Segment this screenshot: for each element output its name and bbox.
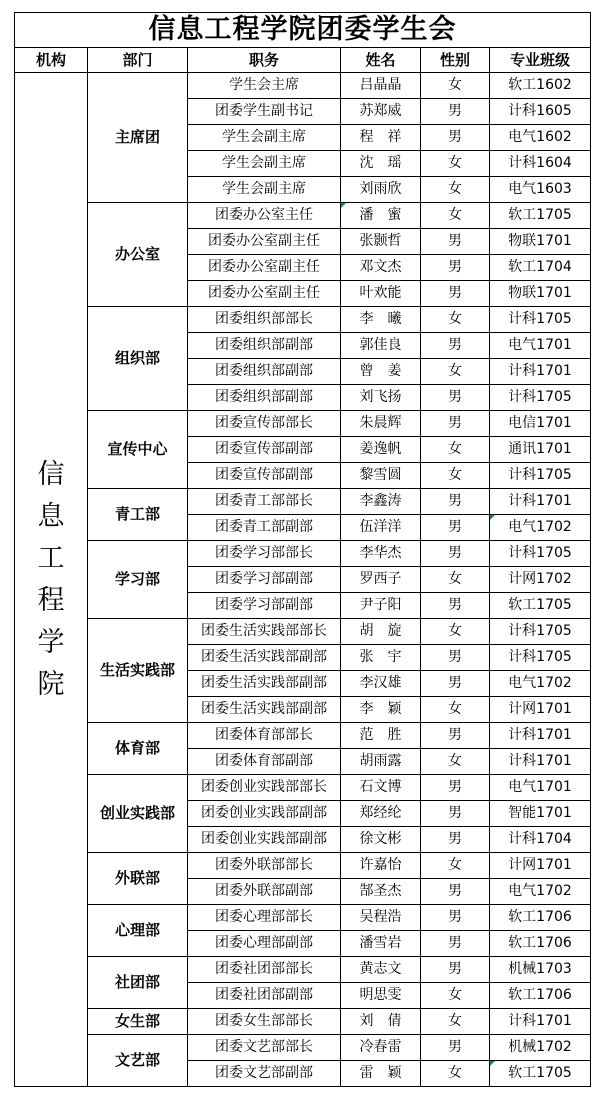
class-cell[interactable]: 电气1702 bbox=[490, 879, 591, 905]
class-cell[interactable]: 软工1602 bbox=[490, 73, 591, 99]
position-cell[interactable]: 团委学习部部长 bbox=[188, 541, 341, 567]
position-cell[interactable]: 团委组织部副部 bbox=[188, 385, 341, 411]
class-cell[interactable]: 智能1701 bbox=[490, 801, 591, 827]
table-row bbox=[15, 905, 591, 931]
gender-cell[interactable]: 男 bbox=[421, 801, 490, 827]
position-cell[interactable]: 团委文艺部部长 bbox=[188, 1035, 341, 1061]
gender-cell[interactable]: 男 bbox=[421, 333, 490, 359]
gender-cell[interactable]: 女 bbox=[421, 437, 490, 463]
position-cell[interactable]: 团委学习部副部 bbox=[188, 593, 341, 619]
header-position[interactable]: 职务 bbox=[188, 48, 341, 73]
position-cell[interactable]: 团委心理部副部 bbox=[188, 931, 341, 957]
gender-cell[interactable]: 男 bbox=[421, 411, 490, 437]
gender-cell[interactable]: 女 bbox=[421, 749, 490, 775]
gender-cell[interactable]: 男 bbox=[421, 879, 490, 905]
department-cell[interactable]: 办公室 bbox=[88, 203, 188, 307]
position-cell[interactable]: 团委生活实践部副部 bbox=[188, 697, 341, 723]
position-cell[interactable]: 团委生活实践部部长 bbox=[188, 619, 341, 645]
position-cell[interactable]: 团委社团部部长 bbox=[188, 957, 341, 983]
class-cell[interactable]: 机械1702 bbox=[490, 1035, 591, 1061]
header-gender[interactable]: 性别 bbox=[421, 48, 490, 73]
position-cell[interactable]: 团委组织部副部 bbox=[188, 359, 341, 385]
class-cell[interactable]: 计科1701 bbox=[490, 749, 591, 775]
table-row bbox=[15, 1035, 591, 1061]
class-cell[interactable]: 物联1701 bbox=[490, 229, 591, 255]
class-cell[interactable]: 电信1701 bbox=[490, 411, 591, 437]
class-cell[interactable]: 机械1703 bbox=[490, 957, 591, 983]
position-cell[interactable]: 团委学生副书记 bbox=[188, 99, 341, 125]
gender-cell[interactable]: 男 bbox=[421, 671, 490, 697]
position-cell[interactable]: 学生会副主席 bbox=[188, 151, 341, 177]
name-cell[interactable]: 李鑫涛 bbox=[341, 489, 421, 515]
gender-cell[interactable]: 男 bbox=[421, 905, 490, 931]
table-row bbox=[15, 957, 591, 983]
position-cell[interactable]: 团委文艺部副部 bbox=[188, 1061, 341, 1087]
gender-cell[interactable]: 男 bbox=[421, 385, 490, 411]
class-cell[interactable]: 计科1701 bbox=[490, 723, 591, 749]
department-cell[interactable]: 外联部 bbox=[88, 853, 188, 905]
class-cell[interactable]: 计网1702 bbox=[490, 567, 591, 593]
gender-cell[interactable]: 男 bbox=[421, 1035, 490, 1061]
name-cell[interactable]: 张 宇 bbox=[341, 645, 421, 671]
name-cell[interactable]: 徐文彬 bbox=[341, 827, 421, 853]
position-cell[interactable]: 团委青工部部长 bbox=[188, 489, 341, 515]
name-cell[interactable]: 尹子阳 bbox=[341, 593, 421, 619]
table-row bbox=[15, 203, 591, 229]
gender-cell[interactable]: 男 bbox=[421, 229, 490, 255]
gender-cell[interactable]: 女 bbox=[421, 853, 490, 879]
position-cell[interactable]: 团委生活实践部副部 bbox=[188, 671, 341, 697]
gender-cell[interactable]: 女 bbox=[421, 73, 490, 99]
gender-cell[interactable]: 男 bbox=[421, 827, 490, 853]
department-cell[interactable]: 组织部 bbox=[88, 307, 188, 411]
position-cell[interactable]: 团委青工部副部 bbox=[188, 515, 341, 541]
table-row bbox=[15, 775, 591, 801]
class-cell[interactable]: 计网1701 bbox=[490, 697, 591, 723]
class-cell[interactable]: 计科1705 bbox=[490, 385, 591, 411]
department-cell[interactable]: 宣传中心 bbox=[88, 411, 188, 489]
class-cell[interactable]: 电气1602 bbox=[490, 125, 591, 151]
name-cell[interactable]: 胡 旋 bbox=[341, 619, 421, 645]
gender-cell[interactable]: 女 bbox=[421, 359, 490, 385]
position-cell[interactable]: 学生会副主席 bbox=[188, 125, 341, 151]
table-row bbox=[15, 489, 591, 515]
position-cell[interactable]: 团委学习部副部 bbox=[188, 567, 341, 593]
gender-cell[interactable]: 男 bbox=[421, 645, 490, 671]
header-institution[interactable]: 机构 bbox=[15, 48, 88, 73]
class-cell[interactable]: 软工1706 bbox=[490, 983, 591, 1009]
name-cell[interactable]: 刘飞扬 bbox=[341, 385, 421, 411]
name-cell[interactable]: 吴程浩 bbox=[341, 905, 421, 931]
position-cell[interactable]: 团委女生部部长 bbox=[188, 1009, 341, 1035]
name-cell[interactable]: 李 曦 bbox=[341, 307, 421, 333]
class-cell[interactable]: 电气1701 bbox=[490, 775, 591, 801]
table-row bbox=[15, 1009, 591, 1035]
department-cell[interactable]: 青工部 bbox=[88, 489, 188, 541]
gender-cell[interactable]: 女 bbox=[421, 619, 490, 645]
table-row bbox=[15, 853, 591, 879]
department-cell[interactable]: 主席团 bbox=[88, 73, 188, 203]
position-cell[interactable]: 团委体育部部长 bbox=[188, 723, 341, 749]
department-cell[interactable]: 社团部 bbox=[88, 957, 188, 1009]
position-cell[interactable]: 学生会主席 bbox=[188, 73, 341, 99]
table-row bbox=[15, 723, 591, 749]
header-department[interactable]: 部门 bbox=[88, 48, 188, 73]
position-cell[interactable]: 团委宣传部副部 bbox=[188, 437, 341, 463]
department-cell[interactable]: 生活实践部 bbox=[88, 619, 188, 723]
name-cell[interactable]: 叶欢能 bbox=[341, 281, 421, 307]
name-cell[interactable]: 潘 蜜 bbox=[341, 203, 421, 229]
class-cell[interactable]: 计科1701 bbox=[490, 489, 591, 515]
header-name[interactable]: 姓名 bbox=[341, 48, 421, 73]
gender-cell[interactable]: 男 bbox=[421, 541, 490, 567]
gender-cell[interactable]: 女 bbox=[421, 567, 490, 593]
class-cell[interactable]: 软工1705 bbox=[490, 203, 591, 229]
name-cell[interactable]: 黄志文 bbox=[341, 957, 421, 983]
department-cell[interactable]: 心理部 bbox=[88, 905, 188, 957]
position-cell[interactable]: 团委组织部部长 bbox=[188, 307, 341, 333]
class-cell[interactable]: 计科1701 bbox=[490, 1009, 591, 1035]
name-cell[interactable]: 李汉雄 bbox=[341, 671, 421, 697]
class-cell[interactable]: 计科1704 bbox=[490, 827, 591, 853]
position-cell[interactable]: 团委宣传部副部 bbox=[188, 463, 341, 489]
class-cell[interactable]: 计科1701 bbox=[490, 359, 591, 385]
gender-cell[interactable]: 男 bbox=[421, 775, 490, 801]
class-cell[interactable]: 软工1706 bbox=[490, 931, 591, 957]
name-cell[interactable]: 朱晨辉 bbox=[341, 411, 421, 437]
gender-cell[interactable]: 女 bbox=[421, 983, 490, 1009]
name-cell[interactable]: 刘雨欣 bbox=[341, 177, 421, 203]
class-cell[interactable]: 软工1705 bbox=[490, 593, 591, 619]
gender-cell[interactable]: 男 bbox=[421, 125, 490, 151]
name-cell[interactable]: 黎雪圆 bbox=[341, 463, 421, 489]
table-row bbox=[15, 307, 591, 333]
department-cell[interactable]: 体育部 bbox=[88, 723, 188, 775]
gender-cell[interactable]: 男 bbox=[421, 489, 490, 515]
name-cell[interactable]: 明思雯 bbox=[341, 983, 421, 1009]
name-cell[interactable]: 苏郑威 bbox=[341, 99, 421, 125]
department-cell[interactable]: 文艺部 bbox=[88, 1035, 188, 1087]
name-cell[interactable]: 沈 瑶 bbox=[341, 151, 421, 177]
position-cell[interactable]: 团委社团部副部 bbox=[188, 983, 341, 1009]
institution-label: 信息工程学院 bbox=[37, 458, 65, 700]
gender-cell[interactable]: 男 bbox=[421, 281, 490, 307]
gender-cell[interactable]: 女 bbox=[421, 307, 490, 333]
department-cell[interactable]: 学习部 bbox=[88, 541, 188, 619]
gender-cell[interactable]: 女 bbox=[421, 177, 490, 203]
position-cell[interactable]: 团委外联部部长 bbox=[188, 853, 341, 879]
name-cell[interactable]: 程 祥 bbox=[341, 125, 421, 151]
gender-cell[interactable]: 男 bbox=[421, 255, 490, 281]
class-cell[interactable]: 通讯1701 bbox=[490, 437, 591, 463]
name-cell[interactable]: 邓文杰 bbox=[341, 255, 421, 281]
gender-cell[interactable]: 男 bbox=[421, 99, 490, 125]
institution-cell[interactable] bbox=[15, 73, 88, 1087]
class-cell[interactable]: 软工1704 bbox=[490, 255, 591, 281]
class-cell[interactable]: 电气1701 bbox=[490, 333, 591, 359]
class-cell[interactable]: 电气1603 bbox=[490, 177, 591, 203]
position-cell[interactable]: 团委创业实践部部长 bbox=[188, 775, 341, 801]
class-cell[interactable]: 计科1705 bbox=[490, 645, 591, 671]
department-cell[interactable]: 创业实践部 bbox=[88, 775, 188, 853]
name-cell[interactable]: 姜逸帆 bbox=[341, 437, 421, 463]
class-cell[interactable]: 计科1604 bbox=[490, 151, 591, 177]
gender-cell[interactable]: 男 bbox=[421, 593, 490, 619]
name-cell[interactable]: 胡雨露 bbox=[341, 749, 421, 775]
position-cell[interactable]: 团委办公室主任 bbox=[188, 203, 341, 229]
position-cell[interactable]: 学生会副主席 bbox=[188, 177, 341, 203]
gender-cell[interactable]: 女 bbox=[421, 463, 490, 489]
position-cell[interactable]: 团委创业实践部副部 bbox=[188, 827, 341, 853]
name-cell[interactable]: 罗西子 bbox=[341, 567, 421, 593]
class-cell[interactable]: 计网1701 bbox=[490, 853, 591, 879]
class-cell[interactable]: 计科1705 bbox=[490, 619, 591, 645]
name-cell[interactable]: 伍洋洋 bbox=[341, 515, 421, 541]
position-cell[interactable]: 团委组织部副部 bbox=[188, 333, 341, 359]
class-cell[interactable]: 电气1702 bbox=[490, 515, 591, 541]
position-cell[interactable]: 团委办公室副主任 bbox=[188, 255, 341, 281]
name-cell[interactable]: 李 颖 bbox=[341, 697, 421, 723]
name-cell[interactable]: 许嘉怡 bbox=[341, 853, 421, 879]
class-cell[interactable]: 计科1705 bbox=[490, 463, 591, 489]
class-cell[interactable]: 电气1702 bbox=[490, 671, 591, 697]
name-cell[interactable]: 李华杰 bbox=[341, 541, 421, 567]
position-cell[interactable]: 团委体育部副部 bbox=[188, 749, 341, 775]
position-cell[interactable]: 团委外联部副部 bbox=[188, 879, 341, 905]
table-row bbox=[15, 619, 591, 645]
class-cell[interactable]: 软工1706 bbox=[490, 905, 591, 931]
header-row bbox=[15, 48, 591, 73]
position-cell[interactable]: 团委宣传部部长 bbox=[188, 411, 341, 437]
name-cell[interactable]: 曾 姜 bbox=[341, 359, 421, 385]
table-row bbox=[15, 411, 591, 437]
name-cell[interactable]: 冷春雷 bbox=[341, 1035, 421, 1061]
gender-cell[interactable]: 男 bbox=[421, 957, 490, 983]
name-cell[interactable]: 张颢哲 bbox=[341, 229, 421, 255]
position-cell[interactable]: 团委办公室副主任 bbox=[188, 281, 341, 307]
department-cell[interactable]: 女生部 bbox=[88, 1009, 188, 1035]
position-cell[interactable]: 团委心理部部长 bbox=[188, 905, 341, 931]
name-cell[interactable]: 郜圣杰 bbox=[341, 879, 421, 905]
gender-cell[interactable]: 男 bbox=[421, 515, 490, 541]
gender-cell[interactable]: 女 bbox=[421, 697, 490, 723]
position-cell[interactable]: 团委创业实践部副部 bbox=[188, 801, 341, 827]
name-cell[interactable]: 范 胜 bbox=[341, 723, 421, 749]
table-row bbox=[15, 541, 591, 567]
gender-cell[interactable]: 男 bbox=[421, 723, 490, 749]
sheet-title[interactable]: 信息工程学院团委学生会 bbox=[15, 13, 591, 48]
table-row bbox=[15, 73, 591, 99]
name-cell[interactable]: 郑经纶 bbox=[341, 801, 421, 827]
name-cell[interactable]: 石文博 bbox=[341, 775, 421, 801]
name-cell[interactable]: 潘雪岩 bbox=[341, 931, 421, 957]
gender-cell[interactable]: 女 bbox=[421, 203, 490, 229]
class-cell[interactable]: 计科1705 bbox=[490, 541, 591, 567]
gender-cell[interactable]: 男 bbox=[421, 931, 490, 957]
class-cell[interactable]: 计科1705 bbox=[490, 307, 591, 333]
header-class[interactable]: 专业班级 bbox=[490, 48, 591, 73]
position-cell[interactable]: 团委办公室副主任 bbox=[188, 229, 341, 255]
class-cell[interactable]: 计科1605 bbox=[490, 99, 591, 125]
position-cell[interactable]: 团委生活实践部副部 bbox=[188, 645, 341, 671]
name-cell[interactable]: 郭佳良 bbox=[341, 333, 421, 359]
class-cell[interactable]: 软工1705 bbox=[490, 1061, 591, 1087]
roster-table bbox=[14, 12, 591, 1087]
name-cell[interactable]: 雷 颖 bbox=[341, 1061, 421, 1087]
gender-cell[interactable]: 女 bbox=[421, 1009, 490, 1035]
name-cell[interactable]: 吕晶晶 bbox=[341, 73, 421, 99]
gender-cell[interactable]: 女 bbox=[421, 1061, 490, 1087]
name-cell[interactable]: 刘 倩 bbox=[341, 1009, 421, 1035]
roster-sheet bbox=[14, 12, 590, 1087]
gender-cell[interactable]: 女 bbox=[421, 151, 490, 177]
class-cell[interactable]: 物联1701 bbox=[490, 281, 591, 307]
